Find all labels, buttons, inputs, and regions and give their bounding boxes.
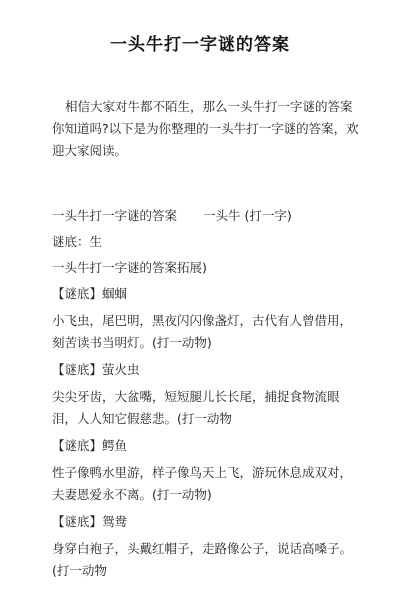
riddle-tag-line <box>52 512 364 538</box>
riddle-item-answer: 萤火虫 <box>102 362 140 377</box>
riddle-text: 小飞虫，尾巴明，黑夜闪闪像盏灯，古代有人曾借用，刻苦读书当明灯。(打一动物) <box>52 313 353 350</box>
riddle-item <box>52 360 364 430</box>
extension-heading: 一头牛打一字谜的答案拓展) <box>52 260 207 275</box>
riddle-item-answer: 鸳鸯 <box>102 514 128 529</box>
riddle-question: 一头牛 (打一字) <box>203 208 292 223</box>
riddle-item-answer: 鳄鱼 <box>102 438 128 453</box>
riddle-answer: 谜底：生 <box>52 234 103 249</box>
riddle-text: 身穿白袍子，头戴红帽子，走路像公子，说话高嗓子。(打一动物 <box>52 541 353 578</box>
riddle-tag-line <box>52 436 364 462</box>
riddle-content <box>52 206 364 588</box>
riddle-tag-line <box>52 284 364 310</box>
riddle-tag-line <box>52 360 364 386</box>
riddle-heading-line <box>52 206 364 232</box>
riddle-item <box>52 436 364 506</box>
riddle-item-answer: 蝈蝈 <box>102 286 128 301</box>
riddle-tag: 【谜底】 <box>52 362 103 377</box>
riddle-heading: 一头牛打一字谜的答案 <box>52 208 178 223</box>
intro-paragraph: 相信大家对牛都不陌生，那么一头牛打一字谜的答案你知道吗?以下是为你整理的一头牛打一字谜的答案，欢迎大家阅读。 <box>52 99 359 158</box>
riddle-tag: 【谜底】 <box>52 286 103 301</box>
riddle-tag: 【谜底】 <box>52 438 103 453</box>
page-title: 一头牛打一字谜的答案 <box>110 35 290 55</box>
riddle-tag: 【谜底】 <box>52 514 103 529</box>
riddle-text: 尖尖牙齿，大盆嘴，短短腿儿长长尾，捕捉食物流眼泪，人人知它假慈悲。(打一动物 <box>52 389 340 426</box>
riddle-item <box>52 284 364 354</box>
riddle-text: 性子像鸭水里游，样子像鸟天上飞，游玩休息成双对，夫妻恩爱永不离。(打一动物) <box>52 465 353 502</box>
riddle-item <box>52 512 364 582</box>
